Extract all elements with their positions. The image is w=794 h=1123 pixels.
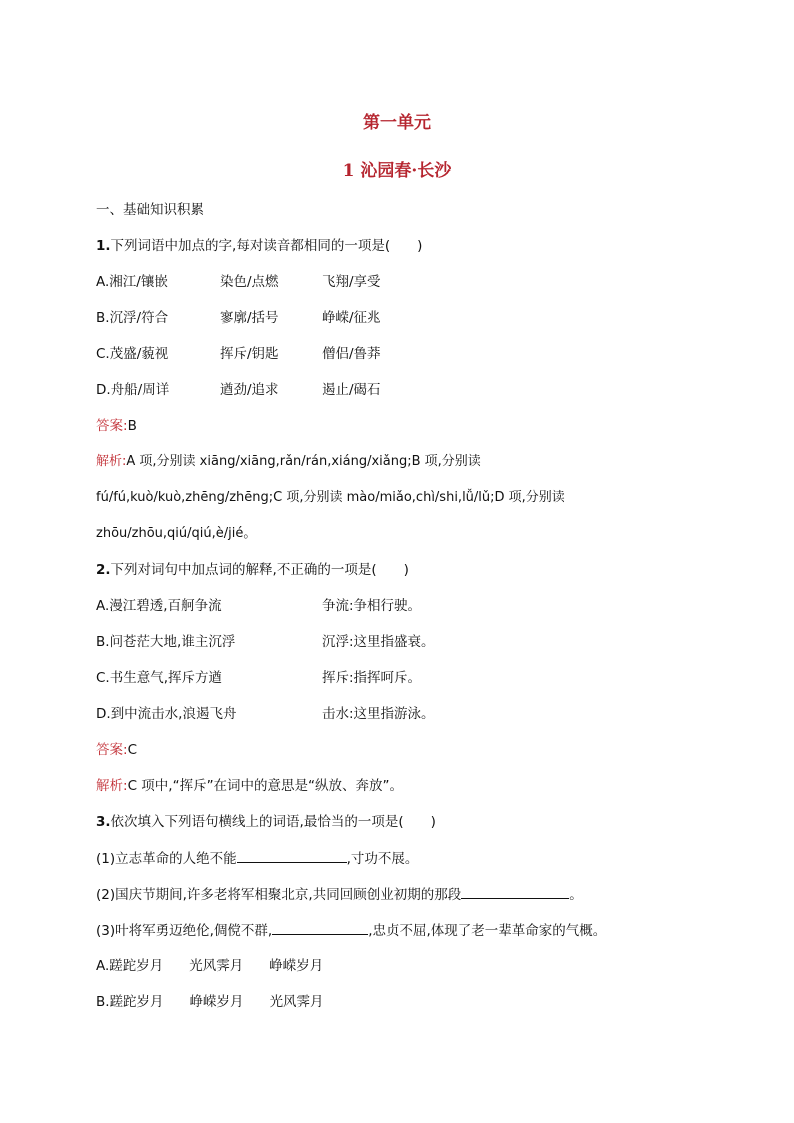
unit-title: 第一单元 <box>363 113 431 133</box>
q1-analysis-line-1: 解析:A 项,分别读 xiāng/xiāng,rǎn/rán,xiáng/xiǎng;B 项,分别读 <box>96 454 481 469</box>
option-pair: 峥嵘/征兆 <box>322 310 381 326</box>
question-stem: 下列词语中加点的字,每对读音都相同的一项是( ) <box>110 238 423 254</box>
option-sentence: A.漫江碧透,百舸争流 <box>96 598 222 614</box>
option-gloss: 争流:争相行驶。 <box>322 598 422 614</box>
answer-label: 答案: <box>96 418 128 434</box>
option-pair: 寥廓/括号 <box>220 310 279 326</box>
q3-option-b: B.蹉跎岁月 峥嵘岁月 光风霁月 <box>96 994 324 1010</box>
option-sentence: C.书生意气,挥斥方遒 <box>96 670 223 686</box>
section-heading: 一、基础知识积累 <box>96 202 204 218</box>
answer-value: B <box>127 418 137 434</box>
q2-answer <box>96 740 137 760</box>
option-pair: 遒劲/追求 <box>220 382 279 398</box>
analysis-label: 解析: <box>96 454 127 469</box>
q3-sentence-2: (2)国庆节期间,许多老将军相聚北京,共同回顾创业初期的那段 。 <box>96 884 583 905</box>
option-text: A.湘江/镶嵌 <box>96 274 168 290</box>
answer-value: C <box>127 742 137 758</box>
option-pair: 飞翔/享受 <box>322 274 381 290</box>
option-pair: 僧侣/鲁莽 <box>322 346 381 362</box>
question-2 <box>96 560 409 580</box>
option-text: B.沉浮/符合 <box>96 310 169 326</box>
option-sentence: D.到中流击水,浪遏飞舟 <box>96 706 237 722</box>
analysis-label: 解析: <box>96 778 128 794</box>
q1-answer <box>96 416 137 436</box>
option-gloss: 击水:这里指游泳。 <box>322 706 435 722</box>
option-gloss: 沉浮:这里指盛衰。 <box>322 634 435 650</box>
fill-blank <box>237 848 347 863</box>
question-stem: 依次填入下列语句横线上的词语,最恰当的一项是( ) <box>110 814 436 830</box>
lesson-title: 1 沁园春·长沙 <box>342 161 452 181</box>
fill-blank <box>461 884 569 899</box>
option-text: C.茂盛/藐视 <box>96 346 169 362</box>
answer-label: 答案: <box>96 742 128 758</box>
option-sentence: B.问苍茫大地,谁主沉浮 <box>96 634 236 650</box>
question-number: 3. <box>96 814 111 830</box>
question-1 <box>96 236 422 256</box>
option-gloss: 挥斥:指挥呵斥。 <box>322 670 422 686</box>
q3-sentence-1: (1)立志革命的人绝不能 ,寸功不展。 <box>96 848 418 869</box>
question-number: 2. <box>96 562 111 578</box>
q3-option-a: A.蹉跎岁月 光风霁月 峥嵘岁月 <box>96 958 324 974</box>
option-text: D.舟船/周详 <box>96 382 170 398</box>
q1-analysis-line-3: zhōu/zhōu,qiú/qiú,è/jié。 <box>96 526 257 541</box>
option-pair: 遏止/碣石 <box>322 382 381 398</box>
q2-analysis: 解析:C 项中,“挥斥”在词中的意思是“纵放、奔放”。 <box>96 778 404 794</box>
q1-analysis-line-2: fú/fú,kuò/kuò,zhēng/zhēng;C 项,分别读 mào/miǎo,chì/shi,lǚ/lǔ;D 项,分别读 <box>96 490 565 505</box>
option-pair: 染色/点燃 <box>220 274 279 290</box>
question-stem: 下列对词句中加点词的解释,不正确的一项是( ) <box>110 562 409 578</box>
option-pair: 挥斥/钥匙 <box>220 346 279 362</box>
question-3 <box>96 812 436 832</box>
question-number: 1. <box>96 238 111 254</box>
q3-sentence-3: (3)叶将军勇迈绝伦,倜傥不群, ,忠贞不屈,体现了老一辈革命家的气概。 <box>96 920 606 941</box>
fill-blank <box>272 920 368 935</box>
